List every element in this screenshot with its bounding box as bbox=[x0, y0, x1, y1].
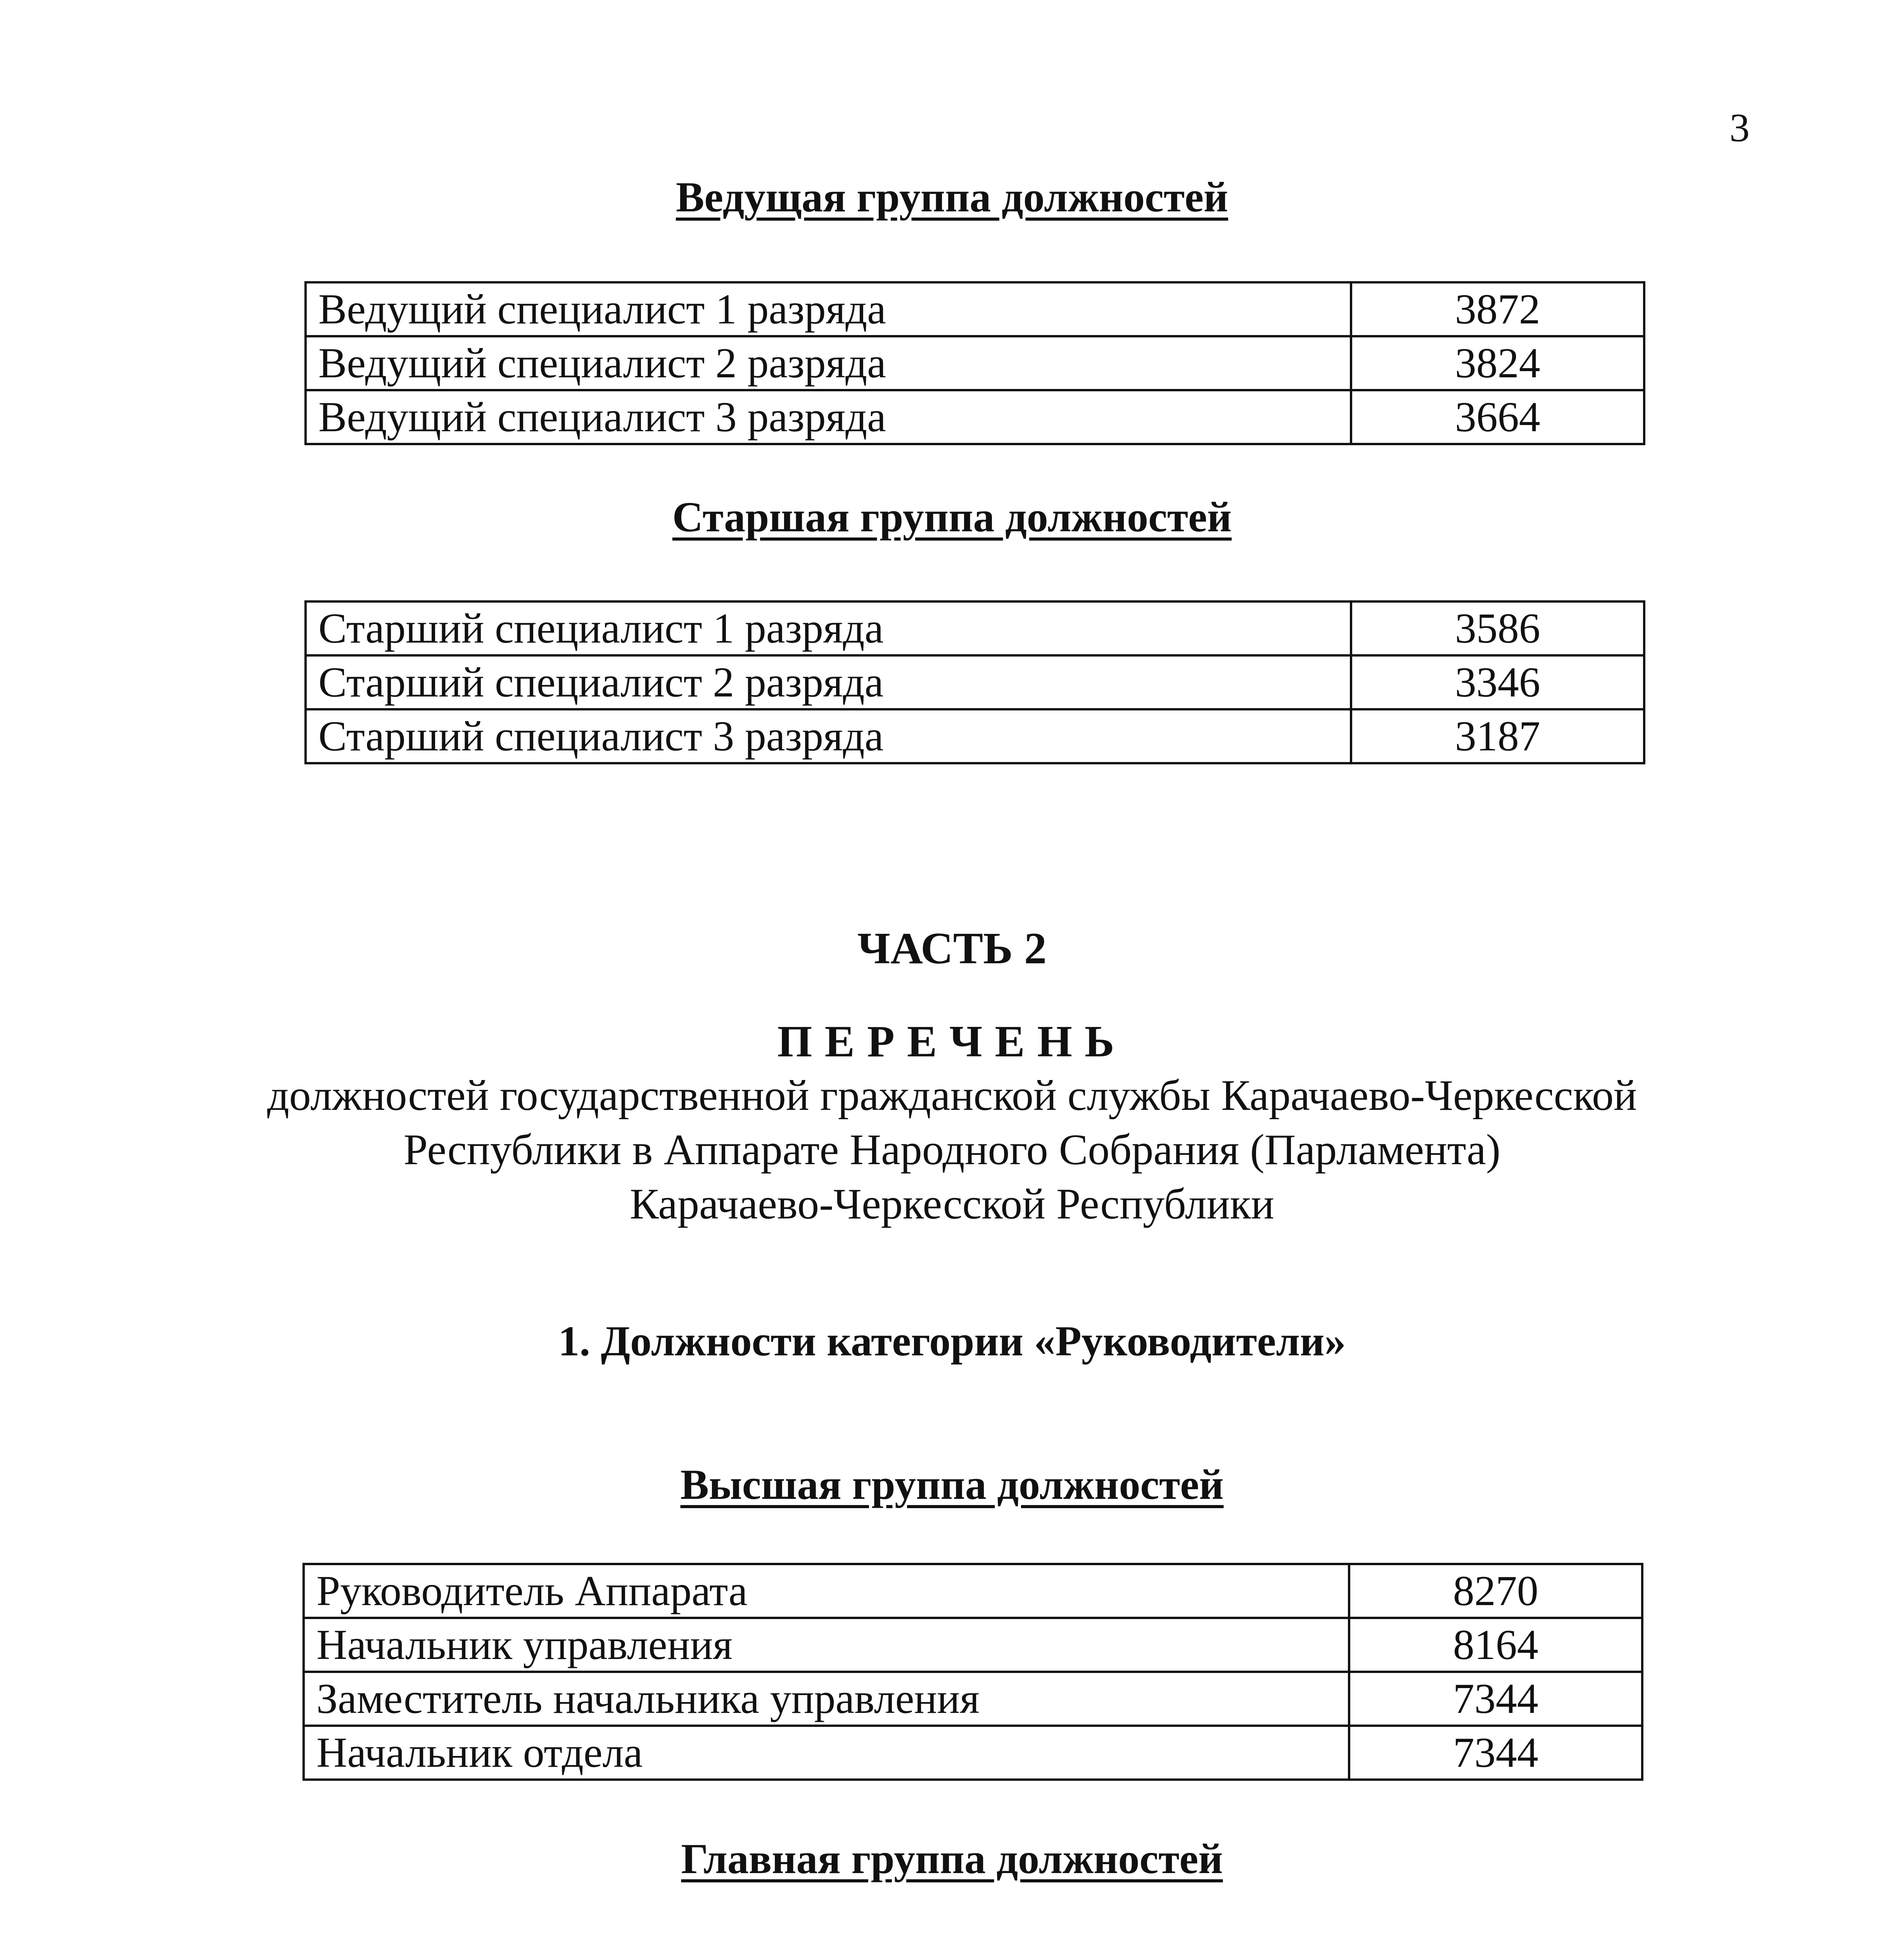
list-subtitle-line-2: Республики в Аппарате Народного Собрания (Парламента) bbox=[403, 1126, 1501, 1174]
category1-heading: 1. Должности категории «Руководители» bbox=[558, 1317, 1346, 1365]
page-number: 3 bbox=[1729, 105, 1750, 150]
table-row: Старший специалист 3 разряда 3187 bbox=[306, 709, 1644, 763]
table-row: Ведущий специалист 3 разряда 3664 bbox=[306, 390, 1644, 444]
table-row: Старший специалист 1 разряда 3586 bbox=[306, 601, 1644, 655]
part-title: ЧАСТЬ 2 bbox=[857, 924, 1047, 973]
table-row: Ведущий специалист 2 разряда 3824 bbox=[306, 336, 1644, 390]
category1-main-heading: Главная группа должностей bbox=[681, 1835, 1223, 1882]
list-subtitle-line-1: должностей государственной гражданской службы Карачаево-Черкесской bbox=[267, 1071, 1637, 1120]
senior-group-heading: Старшая группа должностей bbox=[672, 493, 1232, 541]
category1-highest-heading: Высшая группа должностей bbox=[680, 1461, 1224, 1508]
senior-group-table bbox=[304, 600, 1645, 764]
leading-group-table bbox=[304, 281, 1645, 445]
table-row: Начальник отдела 7344 bbox=[304, 1726, 1642, 1780]
leading-group-heading: Ведущая группа должностей bbox=[676, 173, 1228, 221]
table-row: Руководитель Аппарата 8270 bbox=[304, 1564, 1642, 1618]
category1-highest-table bbox=[302, 1563, 1643, 1781]
table-row: Заместитель начальника управления 7344 bbox=[304, 1672, 1642, 1726]
list-title: ПЕРЕЧЕНЬ bbox=[777, 1017, 1127, 1066]
table-row: Ведущий специалист 1 разряда 3872 bbox=[306, 282, 1644, 336]
list-subtitle-line-3: Карачаево-Черкесской Республики bbox=[630, 1180, 1274, 1228]
table-row: Начальник управления 8164 bbox=[304, 1618, 1642, 1672]
table-row: Старший специалист 2 разряда 3346 bbox=[306, 655, 1644, 709]
